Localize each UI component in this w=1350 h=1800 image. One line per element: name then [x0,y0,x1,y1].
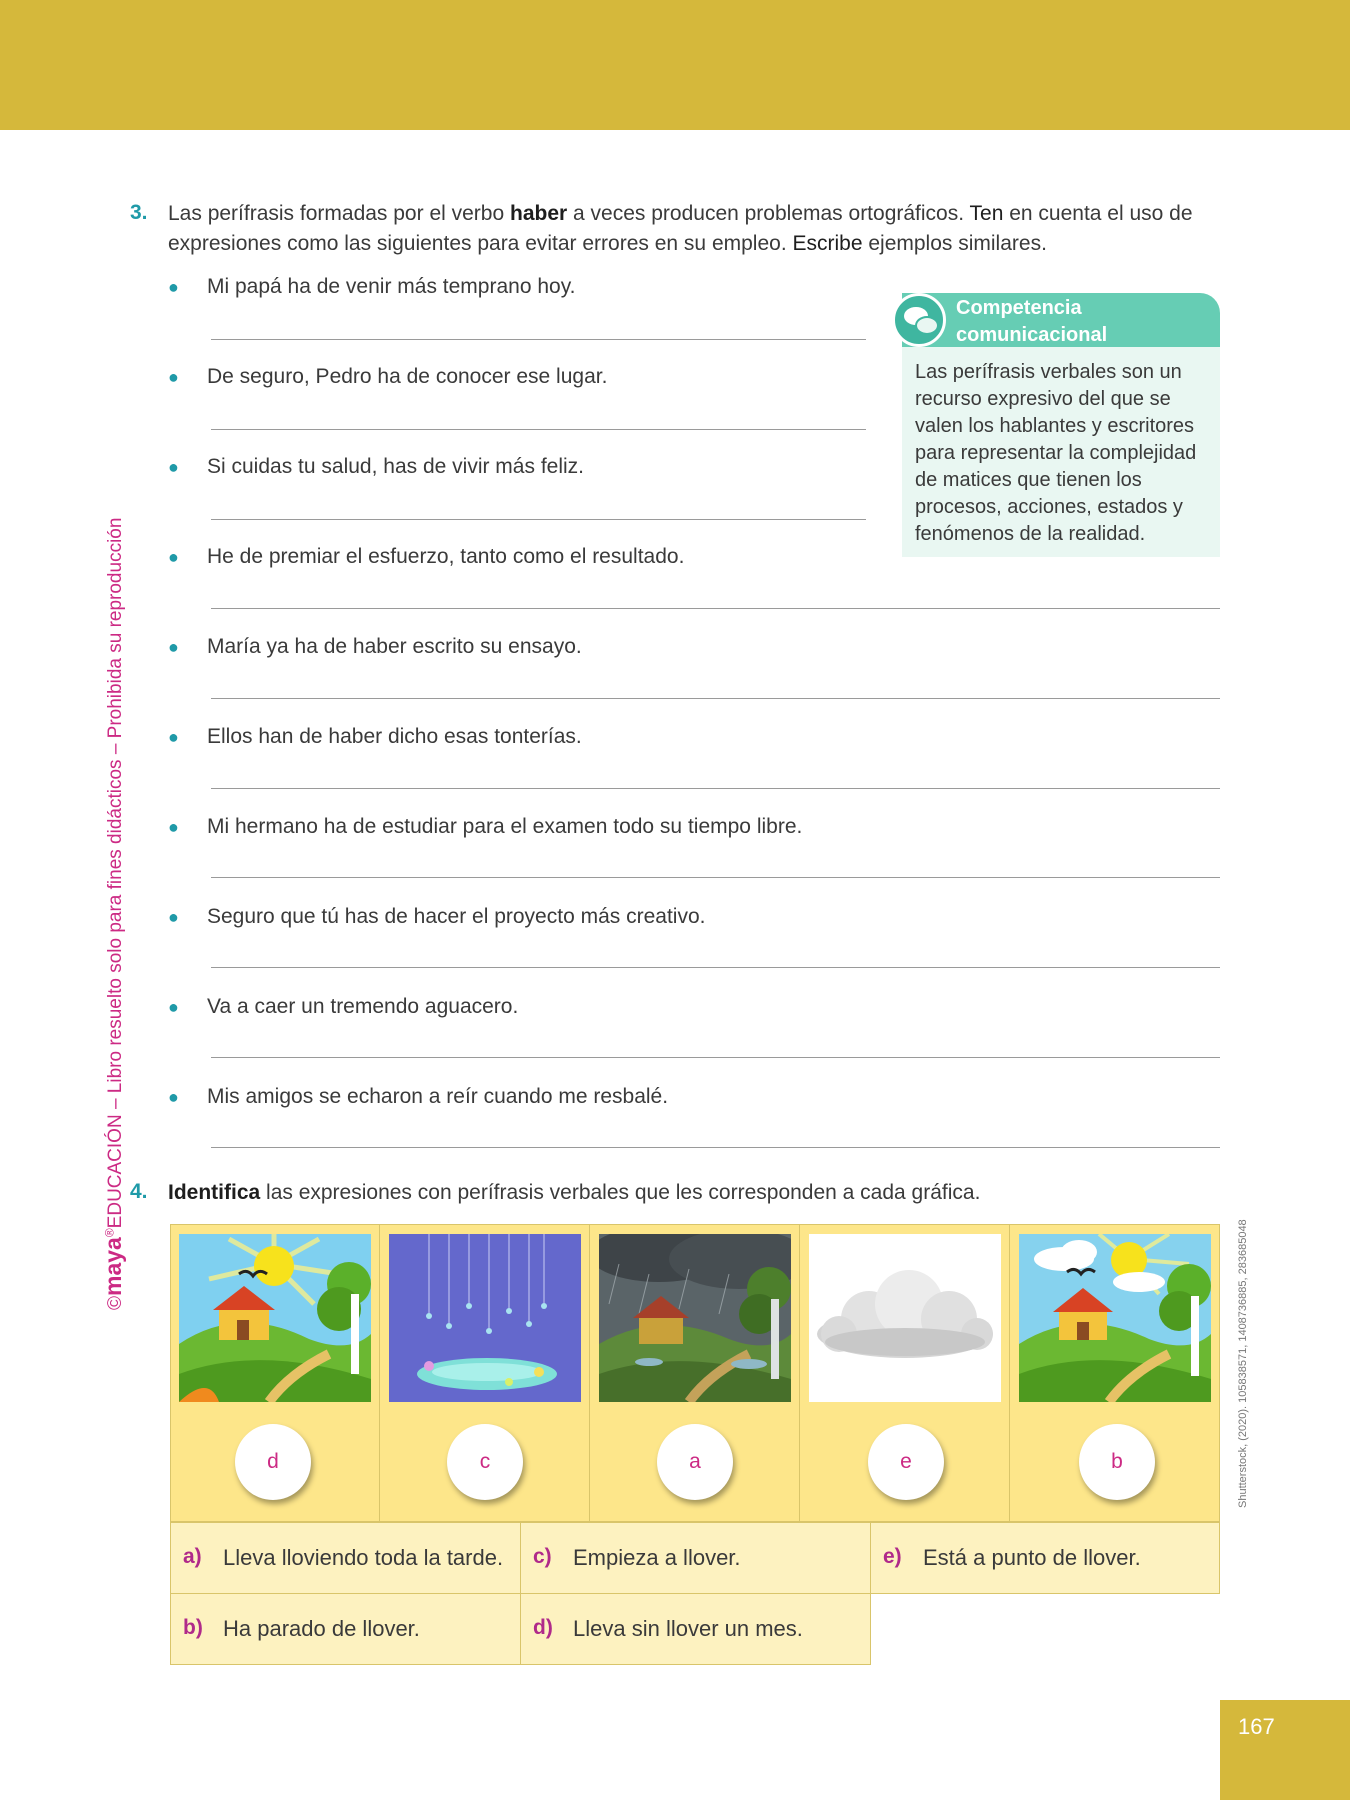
question-4-instructions [168,1178,980,1208]
item-text: Mi papá ha de venir más temprano hoy. [207,275,576,298]
q3-text-2: a veces producen problemas ortográficos. [567,202,970,225]
option-text: Lleva sin llover un mes. [573,1616,803,1641]
item-text: Si cuidas tu salud, has de vivir más feliz. [207,455,584,478]
q3-bold-haber: haber [510,202,568,225]
option-letter: b) [183,1616,203,1639]
brand-name: maya [100,1237,126,1296]
answer-line-8[interactable] [211,967,1220,968]
item-text: Seguro que tú has de hacer el proyecto más creativo. [207,905,706,928]
answer-line-5[interactable] [211,698,1220,699]
option-e [870,1522,1220,1594]
option-a [170,1522,521,1594]
answer-circle[interactable]: d [235,1424,311,1500]
q3-em-escribe: Escribe [792,232,863,255]
option-text: Ha parado de llover. [223,1616,420,1641]
item-text: María ya ha de haber escrito su ensayo. [207,635,582,658]
option-letter: e) [883,1545,902,1568]
bullet-icon: ● [168,997,179,1017]
question-3-number: 3. [130,201,148,224]
item-text: Mis amigos se echaron a reír cuando me resbalé. [207,1085,669,1108]
answer-circle[interactable]: e [868,1424,944,1500]
answer-line-6[interactable] [211,788,1220,789]
page-number-box [1220,1700,1350,1800]
answer-line-4[interactable] [211,608,1220,609]
copyright-notice: EDUCACIÓN – Libro resuelto solo para fines didácticos – Prohibida su reproducción [105,517,126,1229]
q3-em-ten: Ten [969,202,1004,225]
grid-separator [799,1224,800,1522]
copyright-side-text [100,518,127,1310]
q3-text-3: en cuenta el uso de expresiones como las siguientes para evitar errores en su empleo. [168,202,1193,255]
option-b [170,1593,521,1665]
item-text: Mi hermano ha de estudiar para el examen todo su tiempo libre. [207,815,803,838]
bullet-icon: ● [168,277,179,297]
q3-text-4: ejemplos similares. [862,232,1047,255]
competencia-text: Las perífrasis verbales son un recurso expresivo del que se valen los hablantes y escritores para representar la complejidad de matices que tienen los procesos, acciones, estados y fenómenos de la realidad. [915,361,1197,545]
option-letter: c) [533,1545,552,1568]
grid-separator [1009,1224,1010,1522]
photo-credit: Shutterstock, (2020). 105838571, 1408736885, 283685048 [1237,1219,1249,1508]
item-text: He de premiar el esfuerzo, tanto como el resultado. [207,545,685,568]
q3-text-1: Las perífrasis formadas por el verbo [168,202,510,225]
rain-puddle-picture [389,1234,581,1402]
bullet-icon: ● [168,457,179,477]
grid-separator [379,1224,380,1522]
item-text: De seguro, Pedro ha de conocer ese lugar. [207,365,608,388]
option-letter: a) [183,1545,202,1568]
bullet-icon: ● [168,367,179,387]
option-text: Empieza a llover. [573,1545,741,1570]
item-text: Va a caer un tremendo aguacero. [207,995,519,1018]
sunny-countryside-picture [179,1234,371,1402]
grid-separator [589,1224,590,1522]
competencia-title [956,295,1107,349]
q4-bold-identifica: Identifica [168,1181,261,1204]
speech-bubbles-icon [892,293,946,347]
answer-line-7[interactable] [211,877,1220,878]
competencia-title-line2: comunicacional [956,324,1108,346]
answer-circle[interactable]: c [447,1424,523,1500]
option-c [520,1522,871,1594]
answer-circle[interactable]: a [657,1424,733,1500]
option-letter: d) [533,1616,553,1639]
bullet-icon: ● [168,817,179,837]
answer-line-10[interactable] [211,1147,1220,1148]
option-text: Está a punto de llover. [923,1545,1141,1570]
answer-line-3[interactable] [211,519,866,520]
answer-line-2[interactable] [211,429,866,430]
cloud-picture [809,1234,1001,1402]
question-3-instructions [168,199,1228,259]
page-number: 167 [1238,1714,1275,1739]
answer-circle[interactable]: b [1079,1424,1155,1500]
countryside-after-rain-picture [1019,1234,1211,1402]
bullet-icon: ● [168,727,179,747]
bullet-icon: ● [168,1087,179,1107]
option-text: Lleva lloviendo toda la tarde. [223,1545,504,1570]
q4-text: las expresiones con perífrasis verbales que les corresponden a cada gráfica. [260,1181,981,1204]
stormy-countryside-picture [599,1234,791,1402]
bullet-icon: ● [168,547,179,567]
item-text: Ellos han de haber dicho esas tonterías. [207,725,582,748]
header-band [0,0,1350,130]
question-4-number: 4. [130,1180,148,1203]
bullet-icon: ● [168,637,179,657]
competencia-box [902,293,1220,557]
bullet-icon: ● [168,907,179,927]
answer-line-1[interactable] [211,339,866,340]
copyright-symbol: © [105,1296,126,1310]
registered-symbol: ® [102,1228,117,1238]
option-d [520,1593,871,1665]
competencia-title-line1: Competencia [956,297,1082,319]
answer-line-9[interactable] [211,1057,1220,1058]
